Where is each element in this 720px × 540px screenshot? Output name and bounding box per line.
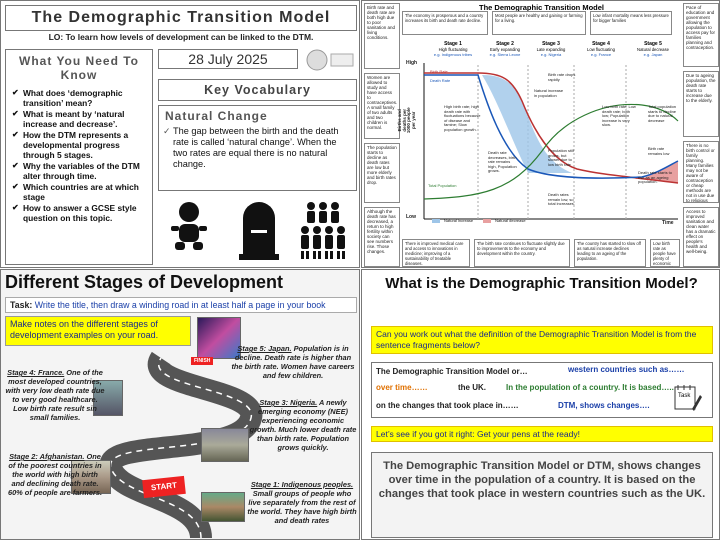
life-cycle-icons xyxy=(161,196,357,264)
stage-name: Stage 2 xyxy=(496,41,514,47)
legend-swatch xyxy=(432,219,440,223)
school-logo-icon xyxy=(303,47,357,73)
stage1-text xyxy=(247,480,357,525)
stage-desc: Late expanding xyxy=(536,47,566,52)
y-axis-label: Births and deaths per 1000 people per year xyxy=(396,107,416,134)
legend-label: Natural decrease xyxy=(495,218,526,223)
info-text: Due to ageing population, the death rate starts to increase due to the elderly. xyxy=(686,73,716,103)
stage-note: Birth rate remains low xyxy=(648,146,670,156)
stage-note: Death rate decreases, birth rate remains high, Population grows. xyxy=(488,150,517,174)
task-box xyxy=(5,297,357,313)
tribe-photo xyxy=(201,492,245,522)
stage-example: e.g. France xyxy=(590,52,612,57)
stage-desc: High fluctuating xyxy=(438,47,468,52)
date-box: 28 July 2025 xyxy=(158,49,298,69)
diagram-title: The Demographic Transition Model xyxy=(478,3,604,12)
x-axis-label: Time xyxy=(662,220,674,226)
top-info-box: The economy is prosperous and a country increases its birth and death rate decline. xyxy=(402,11,488,35)
bottom-info-box: Low birth rate as people have plenty of economic xyxy=(650,239,680,267)
stage-desc: Early expanding xyxy=(489,47,521,52)
info-text: Pace of education and government allowing the population to access pay for families planning and contraception. xyxy=(686,5,716,50)
start-sign: START xyxy=(142,476,186,498)
stage-note: Total population starts to decline due to natural decrease xyxy=(648,104,677,123)
natural-change-box xyxy=(158,105,357,191)
stage3-text xyxy=(249,398,357,452)
stage-note: Population still grows, but slower due to low birth rate xyxy=(548,148,574,167)
stage2-text xyxy=(5,452,105,497)
stage4-body: One of the most developed countries, with very low death rate due to very good healthcare. Low birth rate result sin small families. xyxy=(5,368,105,422)
stage-name: Stage 5 xyxy=(644,41,662,47)
stage-note: Low birth rate; Low death rate; both low; Population increase is very slow. xyxy=(602,104,636,128)
bottom-info-box: There is improved medical care and access to innovations in medicine; improving of a sustainability of treatable diseases. xyxy=(402,239,470,267)
natural-change-heading: Natural Change xyxy=(165,109,268,123)
y-high-label: High xyxy=(406,60,418,66)
key-vocabulary-heading: Key Vocabulary xyxy=(158,79,357,101)
top-info-box: Low infant mortality means less pressure for bigger families xyxy=(590,11,672,35)
task-label: Task: xyxy=(10,300,33,310)
side-info-box xyxy=(683,207,719,267)
side-info-box xyxy=(364,207,400,267)
info-text: Access to improved sanitation and clean water has a dramatic effect on people's health and well-being. xyxy=(686,209,716,254)
need-to-know-box xyxy=(5,49,153,265)
stage-example: e.g. Japan xyxy=(643,52,663,57)
stage-note: Birth rate drops rapidly xyxy=(548,72,576,82)
stage-name: Stage 4 xyxy=(592,41,610,47)
stage-header xyxy=(428,41,478,58)
definition-answer: The Demographic Transition Model or DTM, shows changes over time in the population of a country. It is based on the changes that took place in western countries such as the UK. xyxy=(371,452,713,538)
side-info-box xyxy=(364,143,400,203)
baby-icon xyxy=(171,202,207,250)
need-to-know-heading: What You Need To Know xyxy=(19,54,139,82)
stage3-body: A newly emerging economy (NEE) experiencing economic growth. Much lower death rate than birth rate. Population grows quickly. xyxy=(249,398,357,452)
stage1-body: Small groups of people who live separately from the rest of the world. They have high birth and death rates xyxy=(247,489,357,525)
population-icon xyxy=(301,202,345,259)
list-item: ✔ What is meant by ‘natural increase and decrease’. xyxy=(12,109,152,129)
top-info-box: Most people are healthy and gaining or farming for a living. xyxy=(492,11,586,35)
stage-header xyxy=(528,41,574,58)
fragment: western countries such as…… xyxy=(568,365,685,374)
fragment: DTM, shows changes…. xyxy=(558,401,650,410)
gravestone-icon xyxy=(239,202,279,260)
fragment: The Demographic Transition Model or… xyxy=(376,367,528,376)
fragment: over time…… xyxy=(376,383,428,392)
slide-dtm-definition xyxy=(361,269,720,540)
fragment: on the changes that took place in…… xyxy=(376,401,519,410)
slide-stages-road xyxy=(0,269,360,540)
slide-dtm-intro xyxy=(0,0,360,268)
stage2-body: One of the poorest countries in the world with high birth and declining death rate. 60% of people are farmers. xyxy=(7,452,103,497)
side-info-box xyxy=(683,141,719,203)
stage5-heading: Stage 5: Japan. xyxy=(237,344,292,353)
task-icon-label: Task xyxy=(678,393,691,399)
list-item: ✔ How the DTM represents a developmental progress through 5 stages. xyxy=(12,130,152,160)
stage-desc: Low fluctuating xyxy=(587,47,615,52)
stage-example: e.g. Nigeria xyxy=(540,52,562,57)
make-notes-box: Make notes on the different stages of development examples on your road. xyxy=(5,316,191,346)
stage-note: High birth rate; high death rate with fluctuations because of disease and famine; Slow population growth. xyxy=(444,104,481,132)
info-text: Women are allowed to study and have access to contraceptives. A small family of two adults and two children is normal. xyxy=(367,75,398,130)
side-info-box xyxy=(364,73,400,139)
page-title: The Demographic Transition Model xyxy=(5,5,357,31)
stage-header xyxy=(576,41,626,58)
y-low-label: Low xyxy=(406,214,416,220)
fragment: the UK. xyxy=(458,383,486,392)
lagos-photo xyxy=(201,428,249,462)
fragment: In the population of a country. It is based….. xyxy=(506,383,674,392)
stage3-heading: Stage 3: Nigeria. xyxy=(259,398,318,407)
road-title: Different Stages of Development xyxy=(5,272,284,292)
total-population-label: Total Population xyxy=(428,183,457,188)
list-item: ✔ How to answer a GCSE style question on this topic. xyxy=(12,203,152,223)
stage-header xyxy=(628,41,678,58)
info-text: The population starts to decline as death rates are low but more elderly and birth rates drop. xyxy=(367,145,397,185)
stage-example: e.g. Sierra Leone xyxy=(489,52,521,57)
stage4-heading: Stage 4: France. xyxy=(7,368,65,377)
stage-name: Stage 3 xyxy=(542,41,560,47)
stage-note: Death rates remain low, so total increases. xyxy=(548,192,575,207)
bottom-info-box: The country has started to slow off as natural increase declines leading to an ageing of the population. xyxy=(574,239,646,267)
side-info-box xyxy=(683,3,719,67)
info-text: Birth rate and death rate are both high due to poor sanitation and living conditions. xyxy=(367,5,396,40)
graph-legend xyxy=(432,219,526,224)
list-item: ✔ Why the variables of the DTM alter through time. xyxy=(12,161,152,181)
side-info-box xyxy=(683,71,719,137)
check-answer-box: Let’s see if you got it right: Get your pens at the ready! xyxy=(371,426,713,442)
info-text: Although the death rate has decreased, a return to high fertility within society can see numbers rise. Those changes. xyxy=(367,209,396,254)
stage5-text xyxy=(231,344,355,380)
legend-label: Natural increase xyxy=(444,218,474,223)
finish-flag: FINISH xyxy=(191,357,213,365)
task-notepad-icon xyxy=(672,381,702,411)
stage-note: Death rate starts to rise as an ageing population. xyxy=(638,170,673,185)
bottom-info-box: The birth rate continues to fluctuate slightly due to improvements to the economy and development within the country. xyxy=(474,239,570,267)
stage-name: Stage 1 xyxy=(444,41,462,47)
stage-example: e.g. Indigenous tribes xyxy=(433,52,473,57)
natural-increase-label: Natural increase in population xyxy=(534,88,564,98)
definition-title: What is the Demographic Transition Model? xyxy=(385,275,698,292)
list-item: ✔ What does ‘demographic transition’ mean? xyxy=(12,88,152,108)
need-to-know-list xyxy=(12,88,152,223)
stage4-text xyxy=(5,368,105,422)
learning-objective: LO: To learn how levels of development can be linked to the DTM. xyxy=(48,32,314,42)
prompt-box: Can you work out what the definition of the Demographic Transition Model is from the sentence fragments below? xyxy=(371,326,713,354)
info-text: There is no birth control or family planning. Many families may not be aware of contraception or cheap methods are not in use due to religious xyxy=(686,143,715,203)
birth-rate-label: Birth Rate xyxy=(430,69,448,74)
stage-header xyxy=(480,41,530,58)
stage2-heading: Stage 2: Afghanistan. xyxy=(9,452,85,461)
slide-dtm-diagram xyxy=(361,0,720,268)
side-info-box xyxy=(364,3,400,69)
sentence-fragments-box xyxy=(371,362,713,418)
natural-change-text: ✓ The gap between the birth and the death rate is called ‘natural change’. When the two rates are equal there is no natural change. xyxy=(173,126,350,170)
death-rate-label: Death Rate xyxy=(430,78,451,83)
task-text: Write the title, then draw a winding road in at least half a page in your book xyxy=(34,300,326,310)
list-item: ✔ Which countries are at which stage xyxy=(12,182,152,202)
stage5-body: Population is in decline. Death rate is higher than the birth rate. Women have careers and few children. xyxy=(231,344,355,380)
dtm-graph xyxy=(402,61,680,231)
legend-swatch xyxy=(483,219,491,223)
stage-desc: Natural decrease xyxy=(637,47,669,52)
stage1-heading: Stage 1: Indigenous peoples. xyxy=(250,480,354,489)
